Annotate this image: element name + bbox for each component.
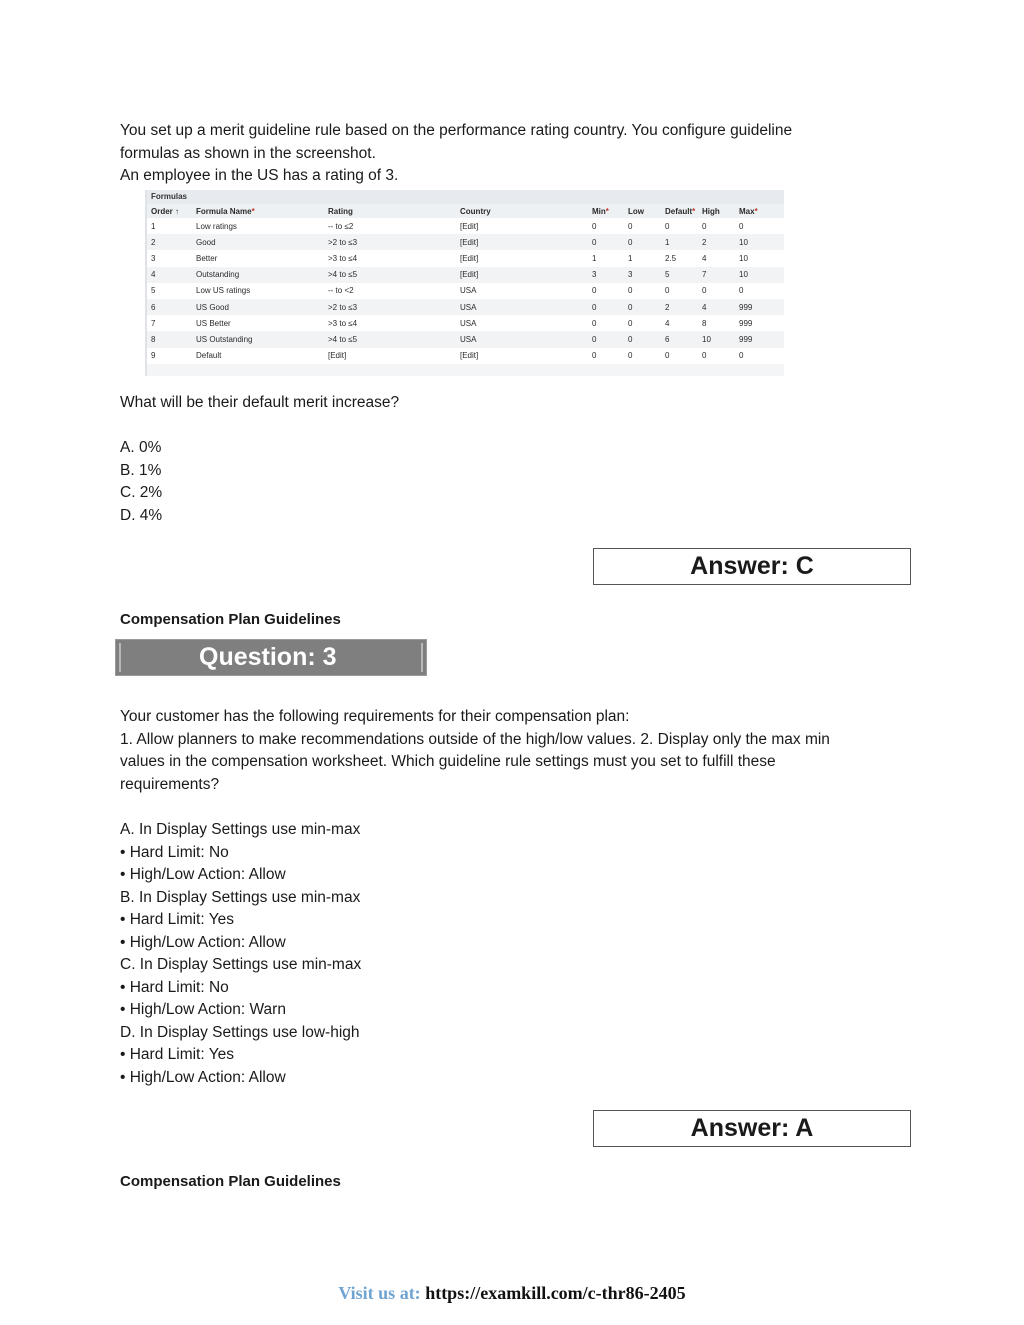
- cell-default: 5: [661, 267, 698, 283]
- cell-max: 999: [735, 331, 784, 347]
- table-row: [147, 234, 784, 250]
- cell-high: 4: [698, 250, 735, 266]
- cell-low: 0: [624, 234, 661, 250]
- cell-low: 0: [624, 218, 661, 234]
- cell-max: 10: [735, 234, 784, 250]
- cell-default: 0: [661, 348, 698, 364]
- cell-rating: >2 to ≤3: [324, 299, 456, 315]
- table-row: [147, 315, 784, 331]
- option-a: A. In Display Settings use min-max: [120, 821, 361, 838]
- cell-low: 1: [624, 250, 661, 266]
- cell-max: 0: [735, 218, 784, 234]
- cell-max: 0: [735, 283, 784, 299]
- option-detail: • High/Low Action: Allow: [120, 933, 286, 951]
- option-detail: • Hard Limit: No: [120, 843, 229, 861]
- cell-min: 0: [588, 331, 624, 347]
- cell-max: 10: [735, 267, 784, 283]
- col-default: Default*: [661, 204, 698, 218]
- cell-country[interactable]: [Edit]: [456, 218, 588, 234]
- cell-rating: >2 to ≤3: [324, 234, 456, 250]
- cell-min: 0: [588, 234, 624, 250]
- table-row: [147, 331, 784, 347]
- cell-order: 4: [147, 267, 192, 283]
- cell-default: 2: [661, 299, 698, 315]
- question-banner: Question: 3: [115, 639, 427, 676]
- cell-rating: >3 to ≤4: [324, 250, 456, 266]
- cell-low: 0: [624, 331, 661, 347]
- cell-max: 10: [735, 250, 784, 266]
- intro-line: You set up a merit guideline rule based on the performance rating country. You configure guideline: [120, 122, 793, 139]
- question-line: requirements?: [120, 775, 220, 793]
- cell-order: 6: [147, 299, 192, 315]
- cell-rating: -- to <2: [324, 283, 456, 299]
- section-label: Compensation Plan Guidelines: [120, 1173, 341, 1190]
- col-country: Country: [456, 204, 588, 218]
- cell-country[interactable]: [Edit]: [456, 234, 588, 250]
- cell-rating: -- to ≤2: [324, 218, 456, 234]
- col-min: Min*: [588, 204, 624, 218]
- intro-line: formulas as shown in the screenshot.: [120, 144, 376, 162]
- cell-min: 0: [588, 299, 624, 315]
- cell-min: 0: [588, 315, 624, 331]
- cell-high: 2: [698, 234, 735, 250]
- cell-order: 9: [147, 348, 192, 364]
- footer-link[interactable]: https://examkill.com/c-thr86-2405: [425, 1283, 686, 1303]
- cell-low: 0: [624, 299, 661, 315]
- cell-low: 0: [624, 283, 661, 299]
- cell-formula-name: US Better: [192, 315, 324, 331]
- cell-high: 7: [698, 267, 735, 283]
- cell-default: 2.5: [661, 250, 698, 266]
- cell-low: 0: [624, 348, 661, 364]
- option-detail: • High/Low Action: Warn: [120, 1001, 286, 1018]
- cell-low: 3: [624, 267, 661, 283]
- formulas-title: Formulas: [147, 190, 784, 204]
- formulas-header-row: [147, 204, 784, 218]
- cell-high: 4: [698, 299, 735, 315]
- cell-country[interactable]: [Edit]: [456, 348, 588, 364]
- answer-box: Answer: A: [593, 1110, 911, 1147]
- cell-rating: >4 to ≤5: [324, 267, 456, 283]
- cell-high: 0: [698, 348, 735, 364]
- intro-paragraph: [120, 120, 920, 188]
- cell-high: 10: [698, 331, 735, 347]
- cell-min: 0: [588, 283, 624, 299]
- formulas-screenshot: [145, 190, 784, 376]
- cell-order: 5: [147, 283, 192, 299]
- cell-max: 999: [735, 315, 784, 331]
- cell-country: USA: [456, 331, 588, 347]
- cell-order: 8: [147, 331, 192, 347]
- question-line: 1. Allow planners to make recommendations outside of the high/low values. 2. Display only the max min: [120, 730, 830, 748]
- table-row: [147, 283, 784, 299]
- cell-country: USA: [456, 299, 588, 315]
- cell-rating: >3 to ≤4: [324, 315, 456, 331]
- cell-order: 1: [147, 218, 192, 234]
- answer-options: [120, 819, 361, 1089]
- cell-country: USA: [456, 283, 588, 299]
- option-b: B. In Display Settings use min-max: [120, 888, 361, 906]
- option-b: B. 1%: [120, 461, 162, 479]
- sort-up-icon[interactable]: ↑: [175, 206, 180, 216]
- cell-min: 1: [588, 250, 624, 266]
- formulas-table: [147, 204, 784, 364]
- cell-max: 999: [735, 299, 784, 315]
- cell-rating: >4 to ≤5: [324, 331, 456, 347]
- answer-box: Answer: C: [593, 548, 911, 585]
- table-row: [147, 348, 784, 364]
- table-row: [147, 250, 784, 266]
- cell-default: 4: [661, 315, 698, 331]
- cell-default: 0: [661, 218, 698, 234]
- option-detail: • Hard Limit: Yes: [120, 911, 234, 928]
- col-order[interactable]: Order ↑: [147, 204, 192, 218]
- option-c: C. 2%: [120, 484, 163, 501]
- cell-formula-name: Better: [192, 250, 324, 266]
- cell-rating[interactable]: [Edit]: [324, 348, 456, 364]
- table-row: [147, 267, 784, 283]
- intro-line: An employee in the US has a rating of 3.: [120, 167, 399, 184]
- question-line: Your customer has the following requirements for their compensation plan:: [120, 708, 630, 725]
- cell-order: 3: [147, 250, 192, 266]
- cell-formula-name: US Outstanding: [192, 331, 324, 347]
- cell-max: 0: [735, 348, 784, 364]
- cell-high: 8: [698, 315, 735, 331]
- option-detail: • High/Low Action: Allow: [120, 1068, 286, 1086]
- option-detail: • High/Low Action: Allow: [120, 866, 286, 883]
- option-detail: • Hard Limit: Yes: [120, 1046, 234, 1063]
- cell-min: 0: [588, 348, 624, 364]
- col-formula-name: Formula Name*: [192, 204, 324, 218]
- cell-country: USA: [456, 315, 588, 331]
- footer-label: Visit us at:: [338, 1283, 421, 1303]
- cell-formula-name: US Good: [192, 299, 324, 315]
- cell-high: 0: [698, 218, 735, 234]
- table-row: [147, 218, 784, 234]
- table-row: [147, 299, 784, 315]
- cell-min: 3: [588, 267, 624, 283]
- cell-low: 0: [624, 315, 661, 331]
- footer: [0, 1283, 1024, 1304]
- question-line: values in the compensation worksheet. Which guideline rule settings must you set to fulfill these: [120, 753, 776, 770]
- col-rating: Rating: [324, 204, 456, 218]
- cell-country[interactable]: [Edit]: [456, 250, 588, 266]
- cell-order: 7: [147, 315, 192, 331]
- cell-default: 0: [661, 283, 698, 299]
- option-detail: • Hard Limit: No: [120, 978, 229, 996]
- col-low: Low: [624, 204, 661, 218]
- cell-formula-name: Good: [192, 234, 324, 250]
- cell-formula-name: Default: [192, 348, 324, 364]
- cell-order: 2: [147, 234, 192, 250]
- answer-options: [120, 437, 162, 527]
- option-d: D. In Display Settings use low-high: [120, 1023, 360, 1041]
- option-d: D. 4%: [120, 506, 163, 524]
- option-c: C. In Display Settings use min-max: [120, 956, 362, 973]
- cell-country[interactable]: [Edit]: [456, 267, 588, 283]
- question-paragraph: [120, 706, 920, 796]
- section-label: Compensation Plan Guidelines: [120, 611, 341, 628]
- cell-high: 0: [698, 283, 735, 299]
- option-a: A. 0%: [120, 439, 162, 456]
- col-max: Max*: [735, 204, 784, 218]
- cell-default: 6: [661, 331, 698, 347]
- question-text: What will be their default merit increase?: [120, 394, 400, 411]
- cell-formula-name: Low ratings: [192, 218, 324, 234]
- col-high: High: [698, 204, 735, 218]
- cell-formula-name: Outstanding: [192, 267, 324, 283]
- cell-default: 1: [661, 234, 698, 250]
- cell-min: 0: [588, 218, 624, 234]
- cell-formula-name: Low US ratings: [192, 283, 324, 299]
